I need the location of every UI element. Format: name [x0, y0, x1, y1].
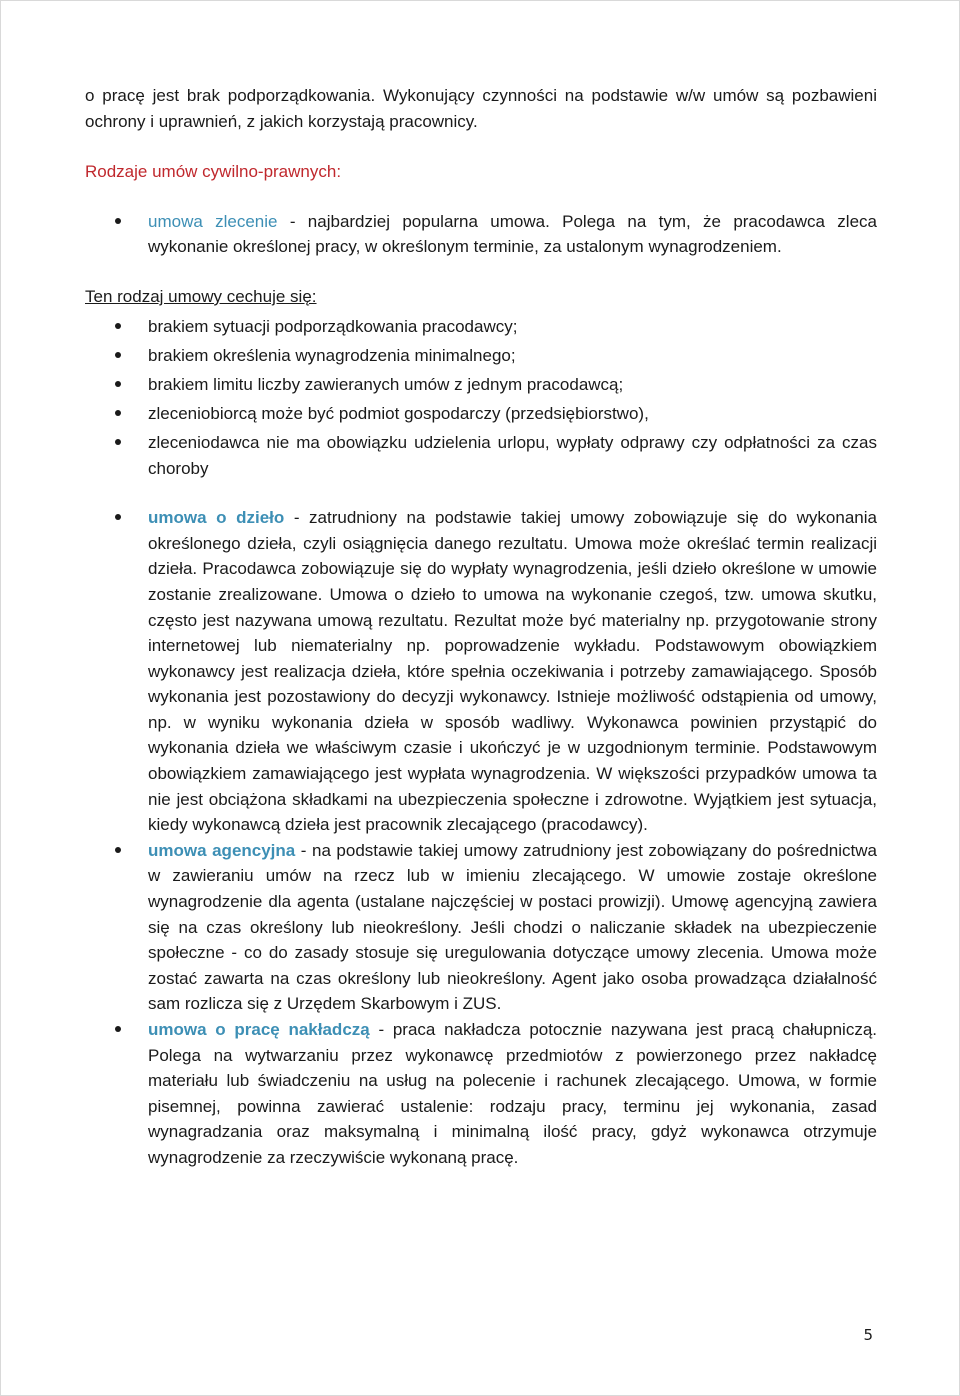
text-zlecenie: - najbardziej popularna umowa. Polega na tym, że pracodawca zleca wykonanie określonej pracy, w określonym terminie, za ustalonym wynagrodzeniem. — [148, 211, 877, 257]
page-content — [85, 83, 877, 1171]
term-nakladcza: umowa o pracę nakładczą — [148, 1020, 370, 1039]
list-item: zleceniodawca nie ma obowiązku udzielenia urlopu, wypłaty odprawy czy odpłatności za czas choroby — [85, 430, 877, 481]
section-heading: Rodzaje umów cywilno-prawnych: — [85, 162, 342, 182]
contract-list-second — [85, 505, 877, 1170]
features-heading: Ten rodzaj umowy cechuje się: — [85, 286, 317, 306]
list-item: brakiem limitu liczby zawieranych umów z jednym pracodawcą; — [85, 372, 877, 398]
list-item-zlecenie — [85, 209, 877, 260]
list-item-nakladcza — [85, 1017, 877, 1171]
list-item: brakiem określenia wynagrodzenia minimalnego; — [85, 343, 877, 369]
features-list — [85, 314, 877, 482]
list-item: brakiem sytuacji podporządkowania pracodawcy; — [85, 314, 877, 340]
contract-list-first — [85, 209, 877, 260]
term-dzielo: umowa o dzieło — [148, 508, 285, 528]
intro-paragraph: o pracę jest brak podporządkowania. Wykonujący czynności na podstawie w/w umów są pozbawieni ochrony i uprawnień, z jakich korzystają pracownicy. — [85, 86, 877, 131]
list-item-dzielo — [85, 505, 877, 838]
page-number: 5 — [863, 1326, 873, 1344]
list-item-agencyjna — [85, 838, 877, 1017]
term-agencyjna: umowa agencyjna — [148, 840, 296, 860]
list-item: zleceniobiorcą może być podmiot gospodarczy (przedsiębiorstwo), — [85, 401, 877, 427]
text-dzielo: - zatrudniony na podstawie takiej umowy zobowiązuje się do wykonania określonego dzieła, czyli osiągnięcia danego rezultatu. Umowa może określać termin realizacji dzieła. Pracodawca zobowiązuje się do wypłaty wynagrodzenia, jeśli dzieło określone w umowie zostanie zrealizowane. Umowa o dzieło to umowa na wykonanie czegoś, tzw. umowa skutku, często jest nazywana umową rezultatu. Rezultat może być materialny np. przygotowanie strony internetowej lub niematerialny np. poprowadzenie wykładu. Podstawowym obowiązkiem wykonawcy jest realizacja dzieła, które spełnia oczekiwania i potrzeby zamawiającego. Sposób wykonania jest pozostawiony do decyzji wykonawcy. Istnieje możliwość odstąpienia od umowy, np. w wyniku wykonania dzieła w sposób wadliwy. Wykonawca powinien przystąpić do wykonania dzieła we właściwym czasie i ukończyć je w uzgodnionym terminie. Podstawowym obowiązkiem zamawiającego jest wypłata wynagrodzenia. W większości przypadków umowa ta nie jest obciążona składkami na ubezpieczenia społeczne i zdrowotne. Wyjątkiem jest sytuacja, kiedy wykonawcą dzieła jest pracownik zlecającego (pracodawcy). — [148, 508, 877, 835]
text-nakladcza: - praca nakładcza potocznie nazywana jest pracą chałupniczą. Polega na wytwarzaniu przez wykonawcę przedmiotów z powierzonego przez nakładcę materiału lub świadczeniu na usług na polecenie i rachunek zlecającego. Umowa, w formie pisemnej, powinna zawierać ustalenie: rodzaju pracy, terminu jej wykonania, zasad wynagradzania oraz maksymalną i minimalną ilość pracy, gdyż wykonawca otrzymuje wynagrodzenie za rzeczywiście wykonaną pracę. — [148, 1020, 878, 1167]
text-agencyjna: - na podstawie takiej umowy zatrudniony jest zobowiązany do pośrednictwa w zawieraniu umów na rzecz lub w imieniu zlecającego. W umowie zostaje określone wynagrodzenie dla agenta (ustalane najczęściej w postaci prowizji). Umowę agencyjną zawiera się na czas określony lub nieokreślony. Jeśli chodzi o naliczanie składek na ubezpieczenie społeczne - co do zasady stosuje się uregulowania dotyczące umowy zlecenia. Umowa może zostać zawarta na czas określony lub nieokreślony. Agent jako osoba prowadząca działalność sam rozlicza się z Urzędem Skarbowym i ZUS. — [148, 840, 877, 1014]
term-zlecenie: umowa zlecenie — [148, 211, 278, 231]
